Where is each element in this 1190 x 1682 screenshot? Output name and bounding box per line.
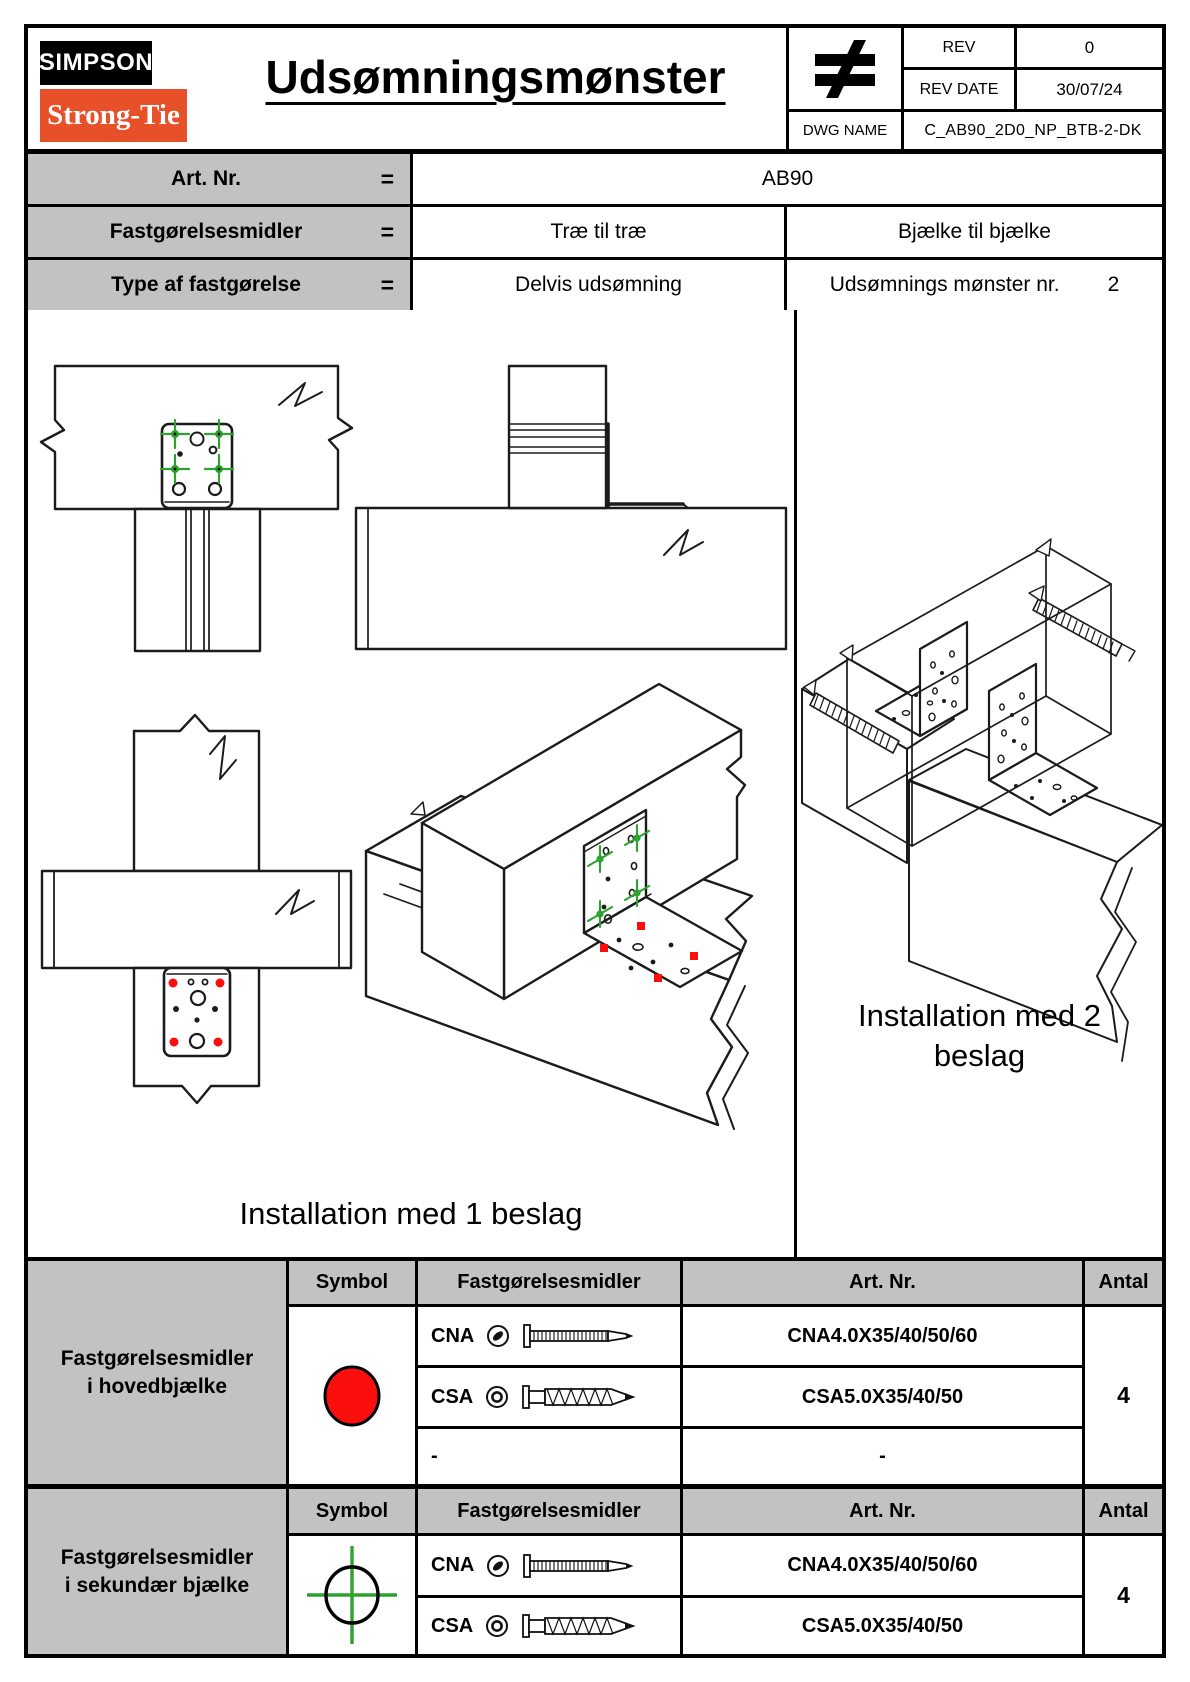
spec-type-value-a: Delvis udsømning: [413, 260, 784, 310]
not-equal-icon: [789, 28, 901, 109]
csa-head-icon: [484, 1613, 510, 1639]
spec-row-fastener-label: [28, 207, 410, 257]
label-text: Art. Nr.: [170, 167, 241, 190]
screw-icon: [521, 1613, 643, 1639]
fastener-row-csa: [418, 1368, 680, 1426]
nail-icon: [522, 1553, 640, 1579]
col-header-antal: Antal: [1085, 1489, 1162, 1533]
rev-label: REV: [904, 28, 1014, 67]
col-header-fastener: Fastgørelsesmidler: [418, 1261, 680, 1304]
drawing-sheet: [24, 24, 1166, 1658]
simpson-logo: SIMPSON: [40, 41, 152, 85]
spec-row-type-label: [28, 260, 410, 310]
strong-tie-logo: Strong-Tie: [40, 89, 187, 142]
col-header-antal: Antal: [1085, 1261, 1162, 1304]
equals-sign: =: [380, 165, 394, 192]
row-header-line1: Fastgørelsesmidler: [60, 1347, 254, 1371]
row-header-line2: i sekundær bjælke: [64, 1573, 250, 1597]
fastener-row-cna: [418, 1536, 680, 1595]
col-header-art: Art. Nr.: [683, 1261, 1082, 1304]
caption-line2: beslag: [933, 1038, 1026, 1074]
fastener-code: CSA: [431, 1385, 474, 1408]
row-header-line1: Fastgørelsesmidler: [60, 1546, 254, 1570]
red-filled-circle-icon: [289, 1307, 415, 1484]
fastener-tables: [28, 1261, 1162, 1654]
spec-table: [28, 154, 1162, 310]
fastener-code: CNA: [431, 1554, 475, 1576]
fastener-code: CNA: [431, 1324, 475, 1347]
title-block: [28, 28, 1162, 149]
equals-sign: =: [380, 218, 394, 245]
rev-date-value: 30/07/24: [1017, 70, 1162, 109]
dwg-name-value: C_AB90_2D0_NP_BTB-2-DK: [904, 112, 1162, 149]
cna-head-icon: [485, 1553, 511, 1579]
rev-date-label: REV DATE: [904, 70, 1014, 109]
csa-head-icon: [484, 1384, 510, 1410]
cna-head-icon: [485, 1323, 511, 1349]
installation-2-brackets-drawing: [797, 310, 1162, 1257]
fastener-table-secondary-beam: [28, 1489, 1162, 1654]
antal-value-main: 4: [1085, 1307, 1162, 1484]
antal-value-secondary: 4: [1085, 1536, 1162, 1654]
installation-1-bracket-drawing: [28, 310, 794, 1257]
caption-line1: Installation med 2: [858, 998, 1101, 1033]
col-header-art: Art. Nr.: [683, 1489, 1082, 1533]
art-nr-dash: -: [683, 1429, 1082, 1484]
spec-fastener-value-b: Bjælke til bjælke: [787, 207, 1162, 257]
title-block-left: [28, 28, 786, 149]
fastener-code: -: [431, 1445, 438, 1467]
rev-value: 0: [1017, 28, 1162, 67]
caption-2-brackets: [797, 996, 1162, 1077]
fastener-code: CSA: [431, 1614, 474, 1637]
spec-row-artnr-label: [28, 154, 410, 204]
green-crosshair-circle-icon: [289, 1536, 415, 1654]
spec-fastener-value-a: Træ til træ: [413, 207, 784, 257]
fastener-row-cna: [418, 1307, 680, 1365]
fastener-row-csa: [418, 1598, 680, 1654]
caption-1-bracket: Installation med 1 beslag: [239, 1196, 583, 1231]
col-header-symbol: Symbol: [289, 1489, 415, 1533]
label-text: Fastgørelsesmidler: [109, 220, 303, 243]
row-header-line2: i hovedbjælke: [86, 1374, 228, 1398]
art-nr-csa: CSA5.0X35/40/50: [683, 1368, 1082, 1426]
pattern-nr-value: 2: [1107, 273, 1120, 296]
spec-artnr-value: AB90: [413, 154, 1162, 204]
art-nr-cna: CNA4.0X35/40/50/60: [683, 1307, 1082, 1365]
sheet-title: Udsømningsmønster: [265, 51, 726, 103]
dwg-name-label: DWG NAME: [789, 112, 901, 149]
pattern-nr-text: Udsømnings mønster nr.: [829, 273, 1060, 296]
screw-icon: [521, 1384, 643, 1410]
art-nr-csa: CSA5.0X35/40/50: [683, 1598, 1082, 1654]
fastener-row-dash: [418, 1429, 680, 1484]
fastener-table-main-beam: [28, 1261, 1162, 1484]
spec-type-value-b: [787, 260, 1162, 310]
nail-icon: [522, 1323, 640, 1349]
equals-sign: =: [380, 271, 394, 298]
drawing-area: [28, 310, 1162, 1261]
label-text: Type af fastgørelse: [111, 273, 301, 296]
row-header-main-beam: [28, 1261, 286, 1484]
col-header-symbol: Symbol: [289, 1261, 415, 1304]
row-header-secondary-beam: [28, 1489, 286, 1654]
art-nr-cna: CNA4.0X35/40/50/60: [683, 1536, 1082, 1595]
col-header-fastener: Fastgørelsesmidler: [418, 1489, 680, 1533]
